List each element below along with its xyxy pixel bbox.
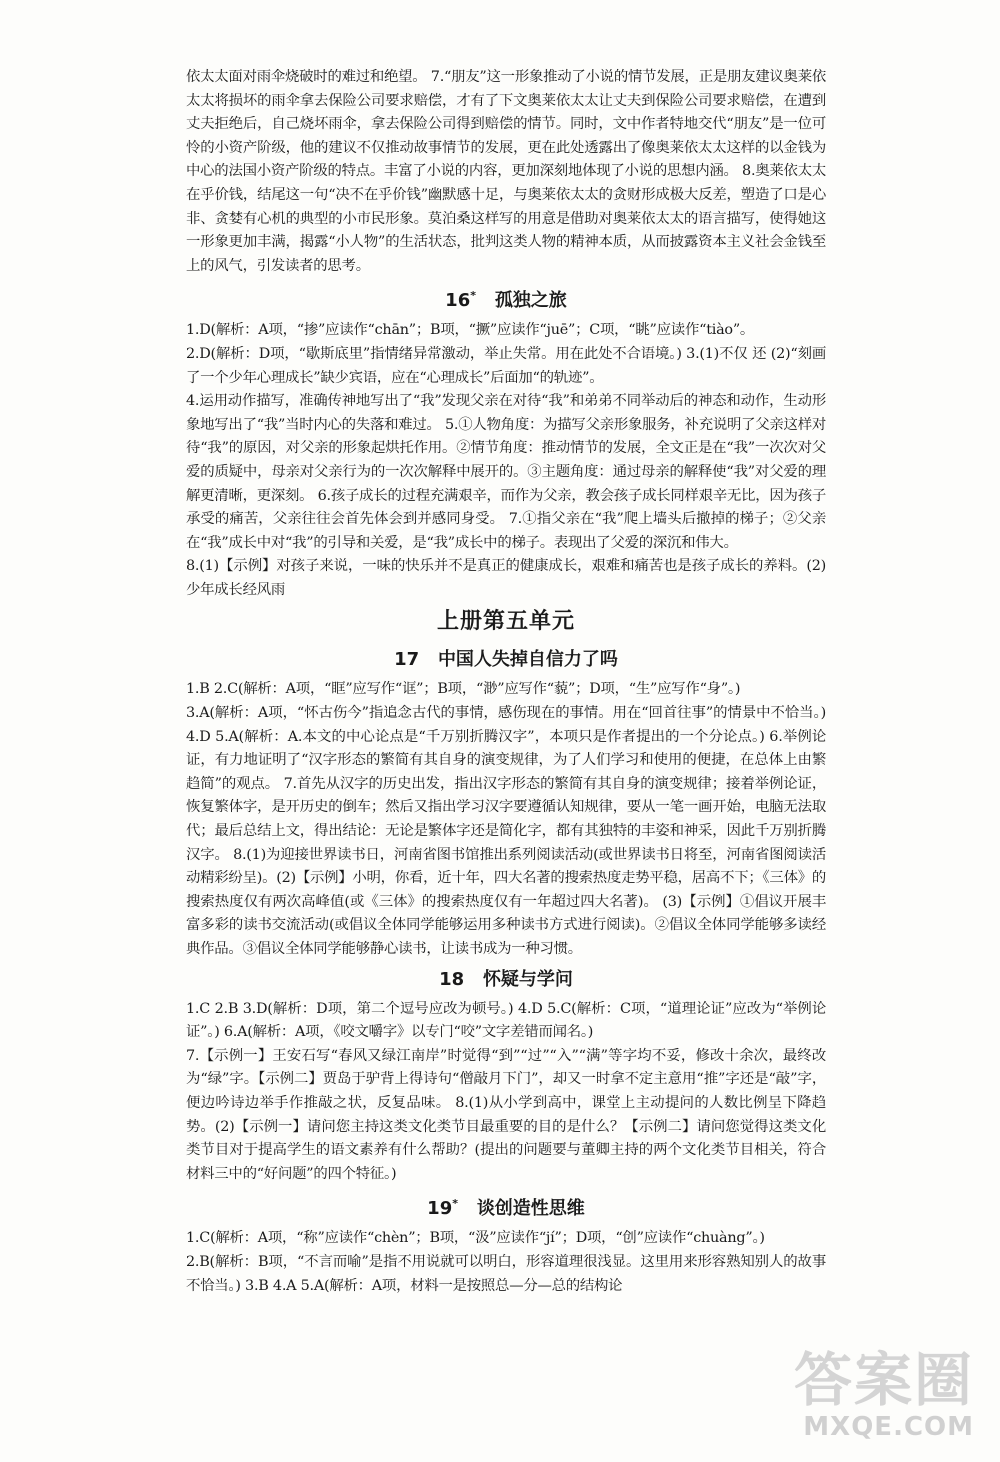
answer-paragraph: 1.D(解析：A项，“掺”应读作“chān”；B项，“撅”应读作“juē”；C项，“眺”应读作“tiào”。 [186,322,755,339]
section-number: 19 [427,1198,453,1220]
answer-paragraph: 2.D(解析：D项，“歇斯底里”指情绪异常激动，举止失常。用在此处不合语境。) 3.(1)不仅 还 (2)“刻画了一个少年心理成长”缺少宾语，应在“心理成长”后面加“的轨迹”。 [186,345,826,386]
section-number: 16 [445,290,471,312]
answer-paragraph: 4.运用动作描写，准确传神地写出了“我”发现父亲在对待“我”和弟弟不同举动后的神态和动作，生动形象地写出了“我”当时内心的失落和难过。 5.①人物角度：为描写父亲形象服务，补充说明了父亲这样对待“我”的原因，对父亲的形象起烘托作用。②情节角度：推动情节的发展，全文正是在“我”一次次对父爱的质疑中，母亲对父亲行为的一次次解释中展开的。③主题角度：通过母亲的解释使“我”对父爱的理解更清晰，更深刻。 6.孩子成长的过程充满艰辛，而作为父亲，教会孩子成长同样艰辛无比，因为孩子承受的痛苦，父亲往往会首先体会到并感同身受。 7.①指父亲在“我”爬上墙头后撤掉的梯子；②父亲在“我”成长中对“我”的引导和关爱，是“我”成长中的梯子。表现出了父爱的深沉和伟大。 [186,393,826,551]
answer-paragraph: 3.A(解析：A项，“怀古伤今”指追念古代的事情，感伤现在的事情。用在“回首往事”的情景中不恰当。) 4.D 5.A(解析：A.本文的中心论点是“千万别折腾汉字”，本项只是作者提出的一个分论点。) 6.举例论证，有力地证明了“汉字形态的繁简有其自身的演变规律，为了人们学习和使用的便捷，在总体上由繁趋简”的观点。 7.首先从汉字的历史出发，指出汉字形态的繁简有其自身的演变规律；接着举例论证，恢复繁体字，是开历史的倒车；然后又指出学习汉字要遵循认知规律，要从一笔一画开始，电脑无法取代；最后总结上文，得出结论：无论是繁体字还是简化字，都有其独特的丰姿和神采，因此千万别折腾汉字。 8.(1)为迎接世界读书日，河南省图书馆推出系列阅读活动(或世界读书日将至，河南省图阅读活动精彩纷呈)。(2)【示例】小明，你看，近十年，四大名著的搜索热度走势平稳，居高不下；《三体》的搜索热度仅有两次高峰值(或《三体》的搜索热度仅有一年超过四大名著)。 (3)【示例】①倡议开展丰富多彩的读书交流活动(或倡议全体同学能够运用多种读书方式进行阅读)。②倡议全体同学能够多读经典作品。③倡议全体同学能够静心读书，让读书成为一种习惯。 [186,705,826,957]
section-number: 17 [394,649,420,671]
site-watermark [794,1348,974,1442]
section-16-heading [186,278,826,319]
intro-paragraph: 依太太面对雨伞烧破时的难过和绝望。 7.“朋友”这一形象推动了小说的情节发展，正是朋友建议奥莱依太太将损坏的雨伞拿去保险公司要求赔偿，才有了下文奥莱依太太让丈夫到保险公司要求赔偿，在遭到丈夫拒绝后，自己烧坏雨伞，拿去保险公司得到赔偿的情节。同时，文中作者特地交代“朋友”是一位可怜的小资产阶级，他的建议不仅推动故事情节的发展，更在此处透露出了像奥莱依太太这样的以金钱为中心的法国小资产阶级的特点。丰富了小说的内容，更加深刻地体现了小说的思想内涵。 8.奥莱依太太在乎价钱，结尾这一句“决不在乎价钱”幽默感十足，与奥莱依太太的贪财形成极大反差，塑造了口是心非、贪婪有心机的典型的小市民形象。莫泊桑这样写的用意是借助对奥莱依太太的语言描写，使得她这一形象更加丰满，揭露“小人物”的生活状态，批判这类人物的精神本质，从而披露资本主义社会金钱至上的风气，引发读者的思考。 [186,69,826,274]
unit-heading: 上册第五单元 [436,609,575,635]
answer-paragraph: 8.(1)【示例】对孩子来说，一味的快乐并不是真正的健康成长，艰难和痛苦也是孩子成长的养料。(2)少年成长经风雨 [186,558,826,598]
optional-mark: * [470,289,476,303]
answer-paragraph: 1.B 2.C(解析：A项，“眶”应写作“诓”；B项，“渺”应写作“藐”；D项，“生”应写作“身”。) [186,681,741,698]
answer-page [186,66,826,1298]
section-title: 怀疑与学问 [482,968,573,990]
section-title: 孤独之旅 [494,290,567,312]
section-number: 18 [439,968,465,990]
answer-paragraph: 7.【示例一】王安石写“春风又绿江南岸”时觉得“到”“过”“入”“满”等字均不妥，修改十余次，最终改为“绿”字。【示例二】贾岛于驴背上得诗句“僧敲月下门”，却又一时拿不定主意用“推”字还是“敲”字，便边吟诗边举手作推敲之状，反复品味。 8.(1)从小学到高中，课堂上主动提问的人数比例呈下降趋势。(2)【示例一】请问您主持这类文化类节目最重要的目的是什么？【示例二】请问您觉得这类文化类节目对于提高学生的语文素养有什么帮助？(提出的问题要与董卿主持的两个文化类节目相关，符合材料三中的“好问题”的四个特征。) [186,1047,826,1182]
optional-mark: * [452,1197,458,1211]
answer-paragraph: 2.B(解析：B项，“不言而喻”是指不用说就可以明白，形容道理很浅显。这里用来形容熟知别人的故事不恰当。) 3.B 4.A 5.A(解析：A项，材料一是按照总—分—总的结构论 [186,1253,826,1294]
section-title: 谈创造性思维 [476,1198,585,1220]
watermark-logo-text: 答案圈 [793,1346,974,1414]
answer-paragraph: 1.C(解析：A项，“称”应读作“chèn”；B项，“汲”应读作“jí”；D项，“创”应读作“chuàng”。) [186,1230,765,1247]
section-17-heading [186,642,826,678]
section-title: 中国人失掉自信力了吗 [437,649,618,671]
section-19-heading [186,1186,826,1227]
watermark-url: MXQE.COM [803,1412,974,1442]
answer-paragraph: 1.C 2.B 3.D(解析：D项，第二个逗号应改为顿号。) 4.D 5.C(解析：C项，“道理论证”应改为“举例论证”。) 6.A(解析：A项，《咬文嚼字》以专门“咬”文字差错而闻名。) [186,1000,826,1041]
section-18-heading [186,962,826,998]
